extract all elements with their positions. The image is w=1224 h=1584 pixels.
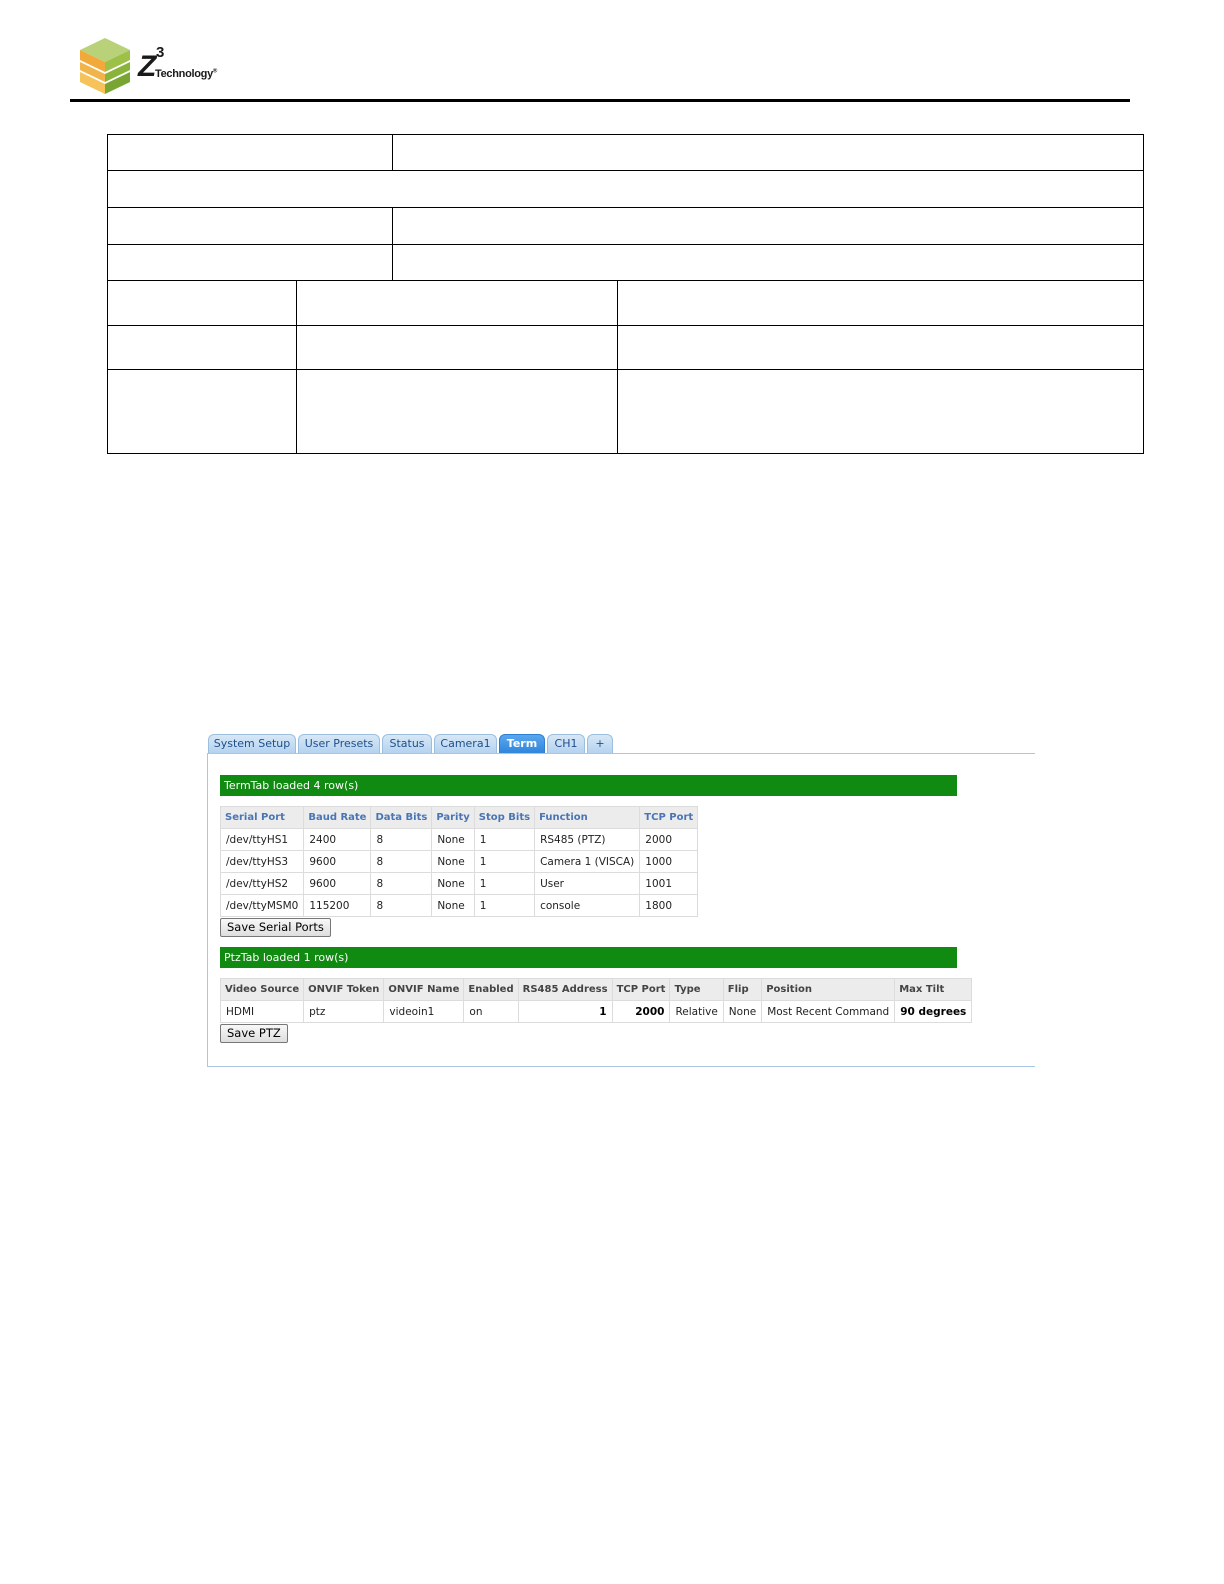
empty-table-grid [107, 134, 1144, 454]
cell-max-tilt[interactable]: 90 degrees [895, 1001, 972, 1023]
col-header[interactable]: Serial Port [221, 807, 304, 829]
col-header[interactable]: Stop Bits [474, 807, 534, 829]
cell-function[interactable]: console [535, 895, 640, 917]
cell-parity[interactable]: None [432, 851, 474, 873]
cell-parity[interactable]: None [432, 829, 474, 851]
serial-ports-table [220, 806, 698, 917]
cell-tcp-port[interactable]: 1800 [640, 895, 698, 917]
cell-baud-rate[interactable]: 2400 [304, 829, 371, 851]
cell-serial-port: /dev/ttyHS2 [221, 873, 304, 895]
table-row [221, 829, 698, 851]
logo-cube-icon [76, 36, 134, 98]
col-header[interactable]: TCP Port [640, 807, 698, 829]
col-header[interactable]: Data Bits [371, 807, 432, 829]
save-serial-ports-button[interactable]: Save Serial Ports [220, 918, 331, 937]
cell-position[interactable]: Most Recent Command [762, 1001, 895, 1023]
cell-baud-rate[interactable]: 115200 [304, 895, 371, 917]
cell-video-source: HDMI [221, 1001, 304, 1023]
term-status-bar: TermTab loaded 4 row(s) [220, 775, 957, 796]
table-row [221, 1001, 972, 1023]
cell-data-bits[interactable]: 8 [371, 873, 432, 895]
col-header[interactable]: Parity [432, 807, 474, 829]
col-header[interactable]: RS485 Address [518, 979, 612, 1001]
company-logo [76, 36, 216, 98]
tab-term[interactable]: Term [499, 734, 545, 753]
cell-baud-rate[interactable]: 9600 [304, 873, 371, 895]
col-header[interactable]: Flip [723, 979, 761, 1001]
tab-status[interactable]: Status [382, 734, 432, 753]
cell-onvif-name[interactable]: videoin1 [384, 1001, 464, 1023]
cell-stop-bits[interactable]: 1 [474, 829, 534, 851]
cell-onvif-token[interactable]: ptz [304, 1001, 384, 1023]
header-rule [70, 99, 1130, 102]
cell-data-bits[interactable]: 8 [371, 829, 432, 851]
cell-tcp-port[interactable]: 1001 [640, 873, 698, 895]
cell-data-bits[interactable]: 8 [371, 895, 432, 917]
col-header[interactable]: Function [535, 807, 640, 829]
cell-tcp-port[interactable]: 2000 [640, 829, 698, 851]
cell-stop-bits[interactable]: 1 [474, 873, 534, 895]
cell-parity[interactable]: None [432, 895, 474, 917]
tab-camera1[interactable]: Camera1 [434, 734, 497, 753]
cell-serial-port: /dev/ttyMSM0 [221, 895, 304, 917]
cell-tcp-port[interactable]: 2000 [612, 1001, 670, 1023]
cell-parity[interactable]: None [432, 873, 474, 895]
ptz-status-bar: PtzTab loaded 1 row(s) [220, 947, 957, 968]
ptz-table [220, 978, 972, 1023]
tab-ch1[interactable]: CH1 [547, 734, 585, 753]
cell-rs485-address[interactable]: 1 [518, 1001, 612, 1023]
table-row [221, 873, 698, 895]
cell-function[interactable]: Camera 1 (VISCA) [535, 851, 640, 873]
col-header[interactable]: Type [670, 979, 723, 1001]
table-header-row [221, 807, 698, 829]
cell-function[interactable]: RS485 (PTZ) [535, 829, 640, 851]
cell-type[interactable]: Relative [670, 1001, 723, 1023]
term-config-panel [207, 733, 1035, 1067]
cell-baud-rate[interactable]: 9600 [304, 851, 371, 873]
cell-tcp-port[interactable]: 1000 [640, 851, 698, 873]
table-row [221, 895, 698, 917]
tab-bar [207, 733, 1035, 754]
col-header[interactable]: Max Tilt [895, 979, 972, 1001]
logo-wordmark: Z 3 Technology® [138, 44, 218, 83]
col-header[interactable]: TCP Port [612, 979, 670, 1001]
cell-stop-bits[interactable]: 1 [474, 895, 534, 917]
tab-system-setup[interactable]: System Setup [208, 734, 296, 753]
col-header[interactable]: ONVIF Token [304, 979, 384, 1001]
cell-function[interactable]: User [535, 873, 640, 895]
col-header[interactable]: Enabled [464, 979, 518, 1001]
cell-stop-bits[interactable]: 1 [474, 851, 534, 873]
col-header[interactable]: ONVIF Name [384, 979, 464, 1001]
table-header-row [221, 979, 972, 1001]
tab-content [207, 753, 1035, 1067]
col-header[interactable]: Video Source [221, 979, 304, 1001]
table-row [221, 851, 698, 873]
cell-serial-port: /dev/ttyHS1 [221, 829, 304, 851]
cell-data-bits[interactable]: 8 [371, 851, 432, 873]
col-header[interactable]: Position [762, 979, 895, 1001]
cell-enabled[interactable]: on [464, 1001, 518, 1023]
col-header[interactable]: Baud Rate [304, 807, 371, 829]
cell-serial-port: /dev/ttyHS3 [221, 851, 304, 873]
tab-add[interactable]: + [587, 734, 613, 753]
tab-user-presets[interactable]: User Presets [298, 734, 380, 753]
cell-flip[interactable]: None [723, 1001, 761, 1023]
save-ptz-button[interactable]: Save PTZ [220, 1024, 288, 1043]
